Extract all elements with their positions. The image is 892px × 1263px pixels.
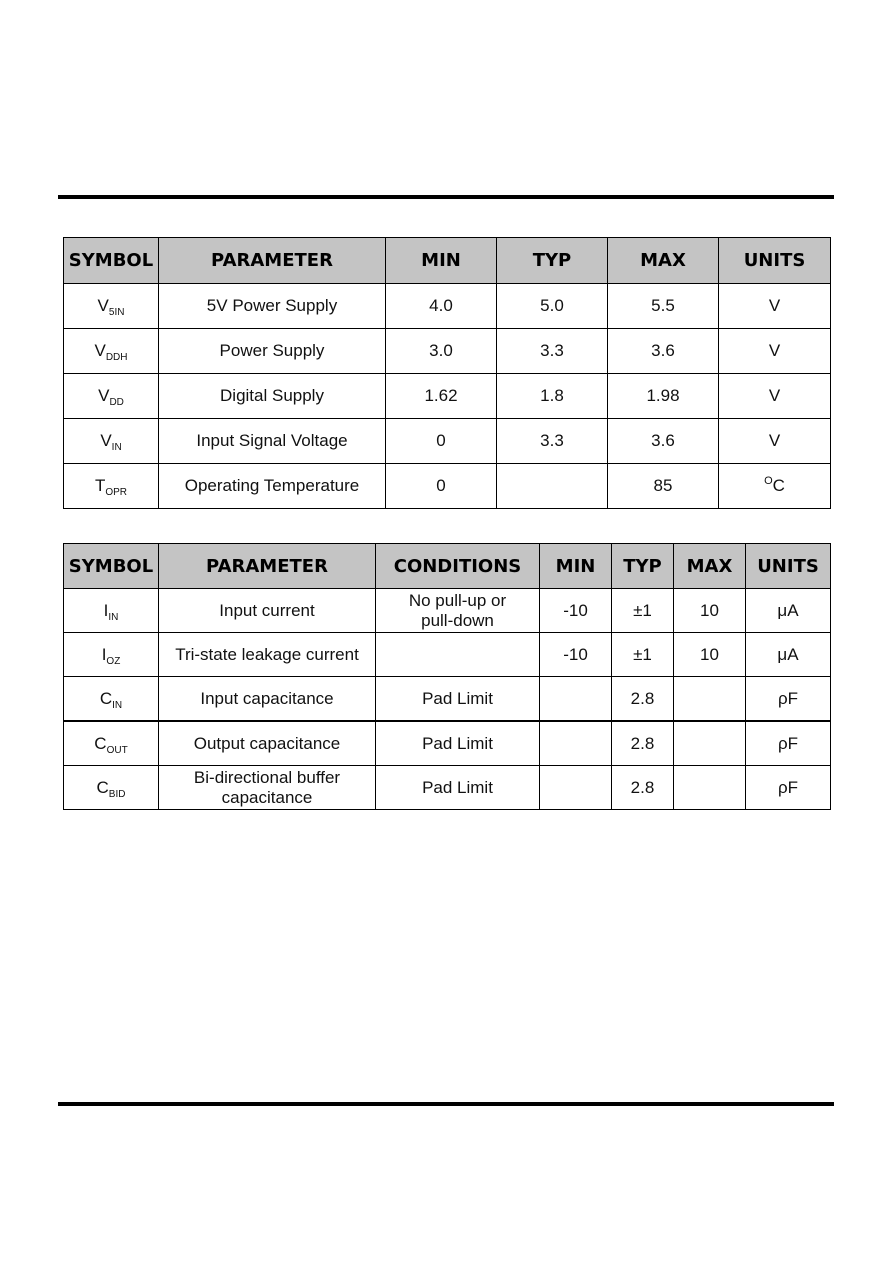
table-row — [64, 329, 831, 374]
table-row — [64, 677, 831, 722]
table-row — [64, 284, 831, 329]
table-row — [64, 374, 831, 419]
header-symbol: SYMBOL — [64, 544, 159, 589]
symbol-cell: $V_{IN}$ — [64, 419, 159, 464]
symbol-cell: $I_{IN}$ — [64, 589, 159, 633]
parameter-cell: Power Supply — [159, 329, 386, 374]
header-symbol: SYMBOL — [64, 238, 159, 284]
parameter-cell: Input capacitance — [159, 677, 376, 722]
units-cell: V — [719, 419, 831, 464]
typ-cell: 2.8 — [612, 721, 674, 766]
max-cell: 10 — [674, 589, 746, 633]
operating-conditions-table — [63, 237, 831, 509]
bottom-divider-rule — [58, 1102, 834, 1106]
header-parameter: PARAMETER — [159, 544, 376, 589]
parameter-cell: Input Signal Voltage — [159, 419, 386, 464]
typ-cell — [497, 464, 608, 509]
typ-cell: 3.3 — [497, 329, 608, 374]
parameter-cell: Output capacitance — [159, 721, 376, 766]
typ-cell: 2.8 — [612, 677, 674, 722]
symbol-cell: $T_{OPR}$ — [64, 464, 159, 509]
min-cell — [540, 721, 612, 766]
conditions-cell: Pad Limit — [376, 766, 540, 810]
table-header-row — [64, 238, 831, 284]
table-row — [64, 589, 831, 633]
parameter-cell: Operating Temperature — [159, 464, 386, 509]
symbol-cell: $V_{5IN}$ — [64, 284, 159, 329]
symbol-cell: $I_{OZ}$ — [64, 633, 159, 677]
header-min: MIN — [540, 544, 612, 589]
units-cell: V — [719, 329, 831, 374]
symbol-cell: $C_{BID}$ — [64, 766, 159, 810]
typ-cell: 2.8 — [612, 766, 674, 810]
units-cell: $^O$C — [719, 464, 831, 509]
parameter-cell: 5V Power Supply — [159, 284, 386, 329]
units-cell: V — [719, 374, 831, 419]
max-cell: 85 — [608, 464, 719, 509]
conditions-cell — [376, 633, 540, 677]
units-cell: ρF — [746, 721, 831, 766]
min-cell — [540, 766, 612, 810]
max-cell — [674, 677, 746, 722]
header-typ: TYP — [612, 544, 674, 589]
table-row — [64, 766, 831, 810]
electrical-characteristics-table — [63, 543, 831, 810]
units-cell: ρF — [746, 766, 831, 810]
typ-cell: 1.8 — [497, 374, 608, 419]
max-cell — [674, 766, 746, 810]
units-cell: ρF — [746, 677, 831, 722]
min-cell: 3.0 — [386, 329, 497, 374]
max-cell: 1.98 — [608, 374, 719, 419]
min-cell: 1.62 — [386, 374, 497, 419]
table-row — [64, 633, 831, 677]
header-max: MAX — [674, 544, 746, 589]
header-conditions: CONDITIONS — [376, 544, 540, 589]
header-max: MAX — [608, 238, 719, 284]
min-cell: 0 — [386, 464, 497, 509]
units-cell: V — [719, 284, 831, 329]
max-cell: 5.5 — [608, 284, 719, 329]
top-divider-rule — [58, 195, 834, 199]
max-cell: 10 — [674, 633, 746, 677]
symbol-cell: $V_{DDH}$ — [64, 329, 159, 374]
max-cell — [674, 721, 746, 766]
units-cell: μA — [746, 589, 831, 633]
max-cell: 3.6 — [608, 419, 719, 464]
min-cell: -10 — [540, 589, 612, 633]
min-cell: -10 — [540, 633, 612, 677]
typ-cell: ±1 — [612, 633, 674, 677]
parameter-cell: Input current — [159, 589, 376, 633]
table-row — [64, 419, 831, 464]
conditions-cell: Pad Limit — [376, 677, 540, 722]
min-cell: 4.0 — [386, 284, 497, 329]
symbol-cell: $V_{DD}$ — [64, 374, 159, 419]
table-row — [64, 464, 831, 509]
header-parameter: PARAMETER — [159, 238, 386, 284]
max-cell: 3.6 — [608, 329, 719, 374]
parameter-cell: Digital Supply — [159, 374, 386, 419]
table-row — [64, 721, 831, 766]
parameter-cell: Tri-state leakage current — [159, 633, 376, 677]
header-units: UNITS — [746, 544, 831, 589]
conditions-cell: Pad Limit — [376, 721, 540, 766]
conditions-cell: No pull-up or pull-down — [376, 589, 540, 633]
symbol-cell: $C_{OUT}$ — [64, 721, 159, 766]
min-cell — [540, 677, 612, 722]
typ-cell: 3.3 — [497, 419, 608, 464]
min-cell: 0 — [386, 419, 497, 464]
typ-cell: 5.0 — [497, 284, 608, 329]
header-min: MIN — [386, 238, 497, 284]
symbol-cell: $C_{IN}$ — [64, 677, 159, 722]
header-units: UNITS — [719, 238, 831, 284]
header-typ: TYP — [497, 238, 608, 284]
typ-cell: ±1 — [612, 589, 674, 633]
units-cell: μA — [746, 633, 831, 677]
parameter-cell: Bi-directional buffer capacitance — [159, 766, 376, 810]
table-header-row — [64, 544, 831, 589]
